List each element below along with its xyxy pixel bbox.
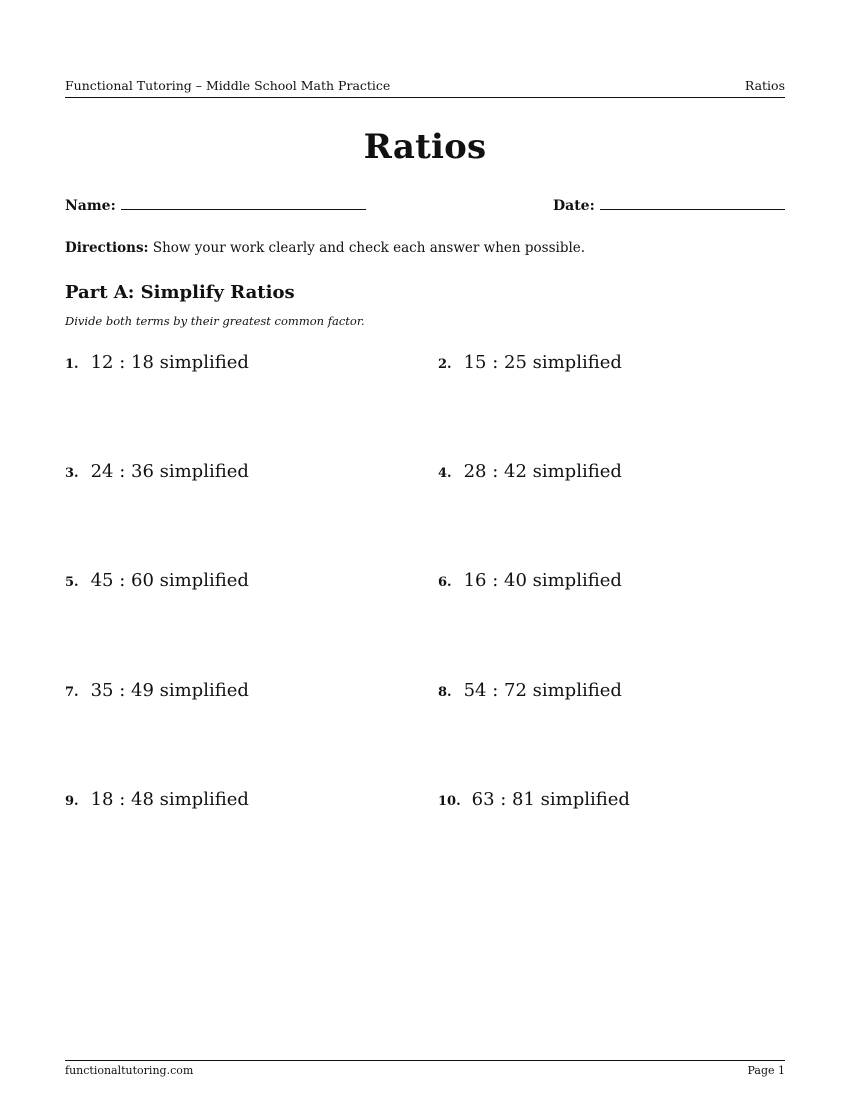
problem-text: 63 : 81 simplified <box>471 789 630 810</box>
problem-text: 28 : 42 simplified <box>463 461 622 482</box>
problem-text: 35 : 49 simplified <box>90 680 249 701</box>
date-field <box>553 197 785 214</box>
problem-item <box>438 461 622 485</box>
problem-number: 2. <box>438 357 452 372</box>
section-instruction: Divide both terms by their greatest common factor. <box>65 314 365 328</box>
section-heading: Part A: Simplify Ratios <box>65 282 295 303</box>
problem-item <box>65 461 249 485</box>
page-title: Ratios <box>363 127 487 167</box>
problem-item <box>65 680 249 704</box>
problem-number: 10. <box>438 794 461 809</box>
problem-item <box>438 680 622 704</box>
problem-number: 8. <box>438 685 452 700</box>
name-label: Name: <box>65 198 116 214</box>
problem-text: 15 : 25 simplified <box>463 352 622 373</box>
name-blank-line[interactable] <box>121 197 366 210</box>
problem-text: 18 : 48 simplified <box>90 789 249 810</box>
problem-text: 16 : 40 simplified <box>463 570 622 591</box>
problem-item <box>65 352 249 376</box>
name-field <box>65 197 366 214</box>
directions-text: Show your work clearly and check each answer when possible. <box>152 240 586 256</box>
footer-page-number: Page 1 <box>747 1064 785 1077</box>
problem-item <box>65 570 249 594</box>
problem-item <box>65 789 249 813</box>
footer-website[interactable]: functionaltutoring.com <box>65 1064 194 1077</box>
directions-label: Directions: <box>65 240 149 256</box>
problem-item <box>438 570 622 594</box>
running-header <box>65 78 785 98</box>
problem-text: 54 : 72 simplified <box>463 680 622 701</box>
problem-item <box>438 352 622 376</box>
header-left-text: Functional Tutoring – Middle School Math Practice <box>65 78 391 93</box>
page-footer <box>65 1060 785 1077</box>
problem-text: 12 : 18 simplified <box>90 352 249 373</box>
problem-number: 7. <box>65 685 79 700</box>
problem-number: 5. <box>65 575 79 590</box>
problem-number: 4. <box>438 466 452 481</box>
problem-number: 6. <box>438 575 452 590</box>
problem-number: 1. <box>65 357 79 372</box>
problem-number: 3. <box>65 466 79 481</box>
header-right-text: Ratios <box>744 78 785 93</box>
directions <box>65 240 585 256</box>
problem-text: 24 : 36 simplified <box>90 461 249 482</box>
problem-text: 45 : 60 simplified <box>90 570 249 591</box>
problem-number: 9. <box>65 794 79 809</box>
date-label: Date: <box>553 198 595 214</box>
date-blank-line[interactable] <box>600 197 785 210</box>
problem-item <box>438 789 630 813</box>
